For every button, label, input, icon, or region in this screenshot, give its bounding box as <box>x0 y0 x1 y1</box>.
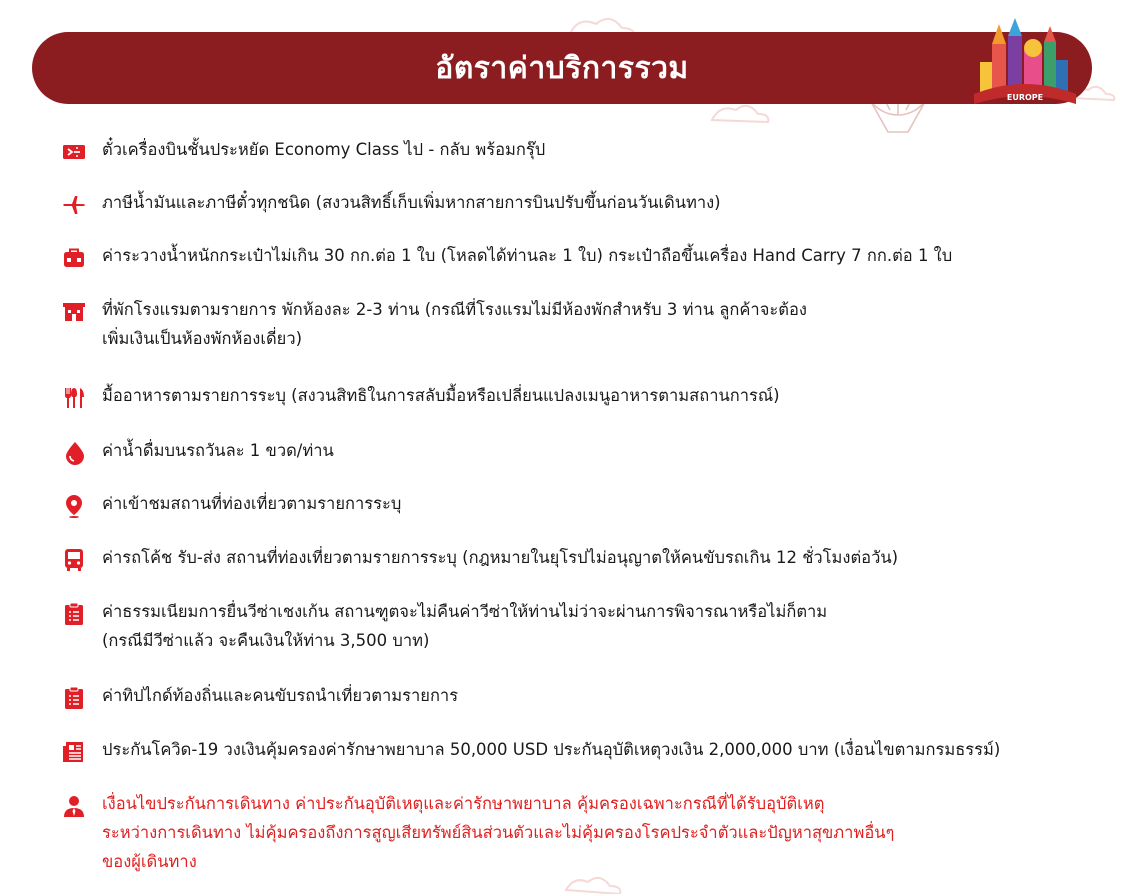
bus-icon <box>58 548 90 574</box>
list-item-text: ระหว่างการเดินทาง ไม่คุ้มครองถึงการสูญเสียทรัพย์สินส่วนตัวและไม่คุ้มครองโรคประจำตัวและปัญหาสุขภาพอื่นๆ <box>102 823 895 842</box>
list-item <box>58 441 334 467</box>
cutlery-icon <box>58 386 90 412</box>
list-item-text: ค่าระวางน้ำหนักกระเป๋าไม่เกิน 30 กก.ต่อ 1 ใบ (โหลดได้ท่านละ 1 ใบ) กระเป๋าถือขึ้นเครื่อง Hand Carry 7 กก.ต่อ 1 ใบ <box>102 246 953 265</box>
list-item-text: ค่าทิปไกด์ท้องถิ่นและคนขับรถนำเที่ยวตามรายการ <box>102 686 459 705</box>
list-item-text: ประกันโควิด-19 วงเงินคุ้มครองค่ารักษาพยาบาล 50,000 USD ประกันอุบัติเหตุวงเงิน 2,000,000 บาท (เงื่อนไขตามกรมธรรม์) <box>102 740 1001 759</box>
header-banner <box>32 32 1092 104</box>
list-item-text: ค่าน้ำดื่มบนรถวันละ 1 ขวด/ท่าน <box>102 441 334 460</box>
list-item <box>58 740 1000 766</box>
suitcase-icon <box>58 246 90 272</box>
hotel-icon <box>58 300 90 326</box>
location-pin-icon <box>58 494 90 520</box>
water-drop-icon <box>58 441 90 467</box>
list-item <box>58 602 827 655</box>
airplane-icon <box>58 193 90 219</box>
europe-landmarks-illustration <box>970 14 1080 114</box>
list-item <box>58 548 898 574</box>
list-item <box>58 246 952 272</box>
list-item <box>58 300 807 353</box>
list-item-text: ที่พักโรงแรมตามรายการ พักห้องละ 2-3 ท่าน (กรณีที่โรงแรมไม่มีห้องพักสำหรับ 3 ท่าน ลูกค้าจะต้อง <box>102 300 807 319</box>
list-item-warning <box>58 794 894 876</box>
list-item <box>58 193 721 219</box>
clipboard-icon <box>58 602 90 628</box>
list-item-text: เพิ่มเงินเป็นห้องพักห้องเดี่ยว) <box>102 329 303 348</box>
list-item-text: ภาษีน้ำมันและภาษีตั๋วทุกชนิด (สงวนสิทธิ์เก็บเพิ่มหากสายการบินปรับขึ้นก่อนวันเดินทาง) <box>102 193 721 212</box>
list-item <box>58 686 458 712</box>
page-title: อัตราค่าบริการรวม <box>435 50 689 86</box>
list-item-text: ค่าเข้าชมสถานที่ท่องเที่ยวตามรายการระบุ <box>102 494 402 513</box>
clipboard-icon <box>58 686 90 712</box>
person-icon <box>58 794 90 820</box>
list-item-text: เงื่อนไขประกันการเดินทาง ค่าประกันอุบัติเหตุและค่ารักษาพยาบาล คุ้มครองเฉพาะกรณีที่ได้รับอุบัติเหตุ <box>102 794 825 813</box>
list-item-text: ของผู้เดินทาง <box>102 852 197 871</box>
list-item <box>58 140 545 166</box>
flight-ticket-icon <box>58 140 90 166</box>
list-item-text: ค่ารถโค้ช รับ-ส่ง สถานที่ท่องเที่ยวตามรายการระบุ (กฎหมายในยุโรปไม่อนุญาตให้คนขับรถเกิน 12 ชั่วโมงต่อวัน) <box>102 548 899 567</box>
list-item <box>58 386 780 412</box>
list-item-text: ค่าธรรมเนียมการยื่นวีซ่าเชงเก้น สถานฑูตจะไม่คืนค่าวีซ่าให้ท่านไม่ว่าจะผ่านการพิจารณาหรือไม่ก็ตาม <box>102 602 828 621</box>
list-item-text: ตั๋วเครื่องบินชั้นประหยัด Economy Class ไป - กลับ พร้อมกรุ๊ป <box>102 140 546 159</box>
insurance-document-icon <box>58 740 90 766</box>
europe-badge: EUROPE <box>1006 93 1044 102</box>
list-item-text: (กรณีมีวีซ่าแล้ว จะคืนเงินให้ท่าน 3,500 บาท) <box>102 631 430 650</box>
list-item-text: มื้ออาหารตามรายการระบุ (สงวนสิทธิในการสลับมื้อหรือเปลี่ยนแปลงเมนูอาหารตามสถานการณ์) <box>102 386 780 405</box>
list-item <box>58 494 401 520</box>
